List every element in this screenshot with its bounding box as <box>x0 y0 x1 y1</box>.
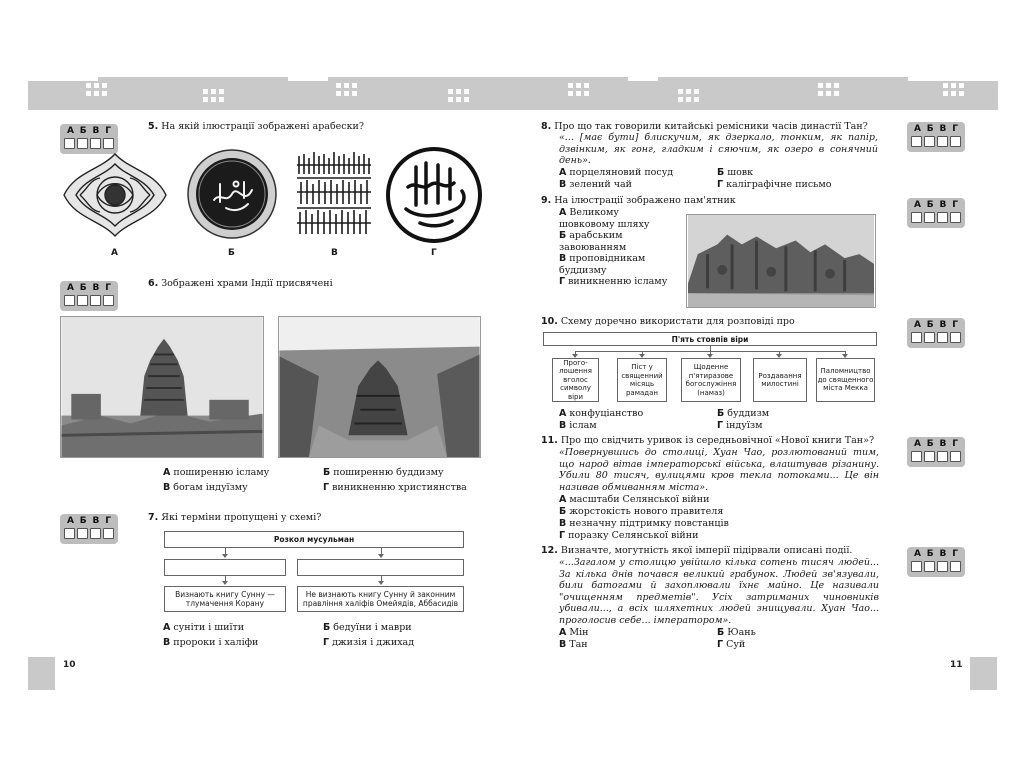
arrow-down-icon <box>378 554 384 558</box>
answer-box-q8: А Б В Г <box>907 122 965 152</box>
answer-checkbox[interactable] <box>90 295 101 306</box>
decor-dash <box>628 77 658 81</box>
q10-scheme-box-5: Паломництво до священного міста Мекка <box>816 358 875 402</box>
q6-option-g[interactable]: Г виникненню християнства <box>323 482 467 493</box>
question-8: 8. Про що так говорили китайські ремісники часів династії Тан? <box>541 121 868 132</box>
q11-quote: «Повернувшись до столиці, Хуан Чао, розлютований тим, що народ вітав імператорські війська, влаштував різанину. Убили 80 тисяч, вулицями кров текла потоками... Це він називав обмиванням міста». <box>559 447 879 493</box>
question-10: 10. Схему доречно використати для розповіді про <box>541 316 795 327</box>
answer-checkbox[interactable] <box>77 295 88 306</box>
arrow-down-icon <box>222 554 228 558</box>
q10-option-a[interactable]: А конфуціанство <box>559 408 644 419</box>
q12-option-g[interactable]: Г Суй <box>717 639 746 650</box>
q7-option-b[interactable]: Б бедуїни і маври <box>323 622 412 633</box>
q7-scheme-left-bottom: Визнають книгу Сунну — тлумачення Корану <box>164 586 286 612</box>
decor-dots <box>818 83 839 96</box>
answer-checkbox[interactable] <box>937 451 948 462</box>
answer-box-q11: А Б В Г <box>907 437 965 467</box>
page-number-right: 11 <box>950 660 963 670</box>
decor-dots <box>678 89 699 102</box>
q12-option-a[interactable]: А Мін <box>559 627 589 638</box>
answer-checkbox[interactable] <box>103 528 114 539</box>
q10-option-g[interactable]: Г індуїзм <box>717 420 763 431</box>
q5-caption-v: В <box>331 248 338 258</box>
decor-dots <box>568 83 589 96</box>
question-7: 7. Які терміни пропущені у схемі? <box>148 512 322 523</box>
answer-checkbox[interactable] <box>937 561 948 572</box>
q5-caption-b: Б <box>228 248 235 258</box>
q8-option-a[interactable]: А порцеляновий посуд <box>559 167 674 178</box>
q7-option-v[interactable]: В пророки і халіфи <box>163 637 259 648</box>
arabesque-ornament-image <box>60 150 170 240</box>
answer-box-q6: А Б В Г <box>60 281 118 311</box>
q7-option-a[interactable]: А суніти і шиїти <box>163 622 245 633</box>
q11-option-b[interactable]: Б жорстокість нового правителя <box>559 506 724 517</box>
question-9: 9. На ілюстрації зображено пам'ятник <box>541 195 736 206</box>
decor-dots <box>448 89 469 102</box>
page-corner-right <box>970 657 997 690</box>
answer-checkbox[interactable] <box>911 136 922 147</box>
answer-checkbox[interactable] <box>924 561 935 572</box>
q8-option-b[interactable]: Б шовк <box>717 167 754 178</box>
q5-caption-a: А <box>111 248 118 258</box>
q12-option-b[interactable]: Б Юань <box>717 627 756 638</box>
q7-option-g[interactable]: Г джизія і джихад <box>323 637 415 648</box>
answer-checkbox[interactable] <box>103 138 114 149</box>
decor-dots <box>943 83 964 96</box>
answer-checkbox[interactable] <box>64 528 75 539</box>
q9-option-b[interactable]: Б арабським завоюванням <box>559 230 627 253</box>
answer-box-q7: А Б В Г <box>60 514 118 544</box>
q6-option-b[interactable]: Б поширенню буддизму <box>323 467 444 478</box>
arrow-down-icon <box>378 581 384 585</box>
q7-scheme-blank-left <box>164 559 286 576</box>
answer-box-q9: А Б В Г <box>907 198 965 228</box>
answer-checkbox[interactable] <box>950 451 961 462</box>
answer-checkbox[interactable] <box>911 332 922 343</box>
q6-option-a[interactable]: А поширенню ісламу <box>163 467 270 478</box>
q10-scheme-box-1: Прого- лошення вголос символу віри <box>552 358 599 402</box>
q8-option-g[interactable]: Г каліграфічне письмо <box>717 179 832 190</box>
q9-option-a[interactable]: А Великому шовковому шляху <box>559 207 650 230</box>
answer-box-q12: А Б В Г <box>907 547 965 577</box>
answer-checkbox[interactable] <box>950 332 961 343</box>
q7-scheme-blank-right <box>297 559 464 576</box>
answer-checkbox[interactable] <box>103 295 114 306</box>
question-6: 6. Зображені храми Індії присвячені <box>148 278 333 289</box>
question-11: 11. Про що свідчить уривок із середньовічної «Нової книги Тан»? <box>541 435 875 446</box>
arrow-down-icon <box>222 581 228 585</box>
answer-checkbox[interactable] <box>937 332 948 343</box>
q9-option-g[interactable]: Г виникненню ісламу <box>559 276 668 287</box>
header-banner <box>28 77 998 110</box>
q10-option-b[interactable]: Б буддизм <box>717 408 770 419</box>
indian-temple-photo-2 <box>278 316 481 458</box>
question-5: 5. На якій ілюстрації зображені арабески? <box>148 121 364 132</box>
answer-checkbox[interactable] <box>77 528 88 539</box>
answer-checkbox[interactable] <box>924 332 935 343</box>
q6-option-v[interactable]: В богам індуїзму <box>163 482 248 493</box>
answer-checkbox[interactable] <box>950 136 961 147</box>
buddhist-monument-photo <box>686 214 876 308</box>
decor-dash <box>28 77 98 81</box>
arabic-calligraphy-circle-image <box>386 147 482 243</box>
decor-dots <box>336 83 357 96</box>
q11-option-a[interactable]: А масштаби Селянської війни <box>559 494 710 505</box>
q10-scheme-box-2: Піст у священний місяць рамадан <box>617 358 667 402</box>
q11-option-g[interactable]: Г поразку Селянської війни <box>559 530 699 541</box>
q7-scheme-right-bottom: Не визнають книгу Сунну й законним правління халіфів Омейядів, Аббасидів <box>297 586 464 612</box>
answer-checkbox[interactable] <box>924 136 935 147</box>
page-corner-left <box>28 657 55 690</box>
indian-temple-photo-1 <box>60 316 264 458</box>
decor-dots <box>203 89 224 102</box>
q12-quote: «...Загалом у столицю увійшло кілька сотень тисяч людей... За кілька днів почався великий грабунок. Людей зв'язували, били батогами й захоплювали їхнє майно. Це називали "очищенням предметів". Усіх затриманих чиновників убивали..., а всіх шляхетних людей знищували. Хуан Чао... проголосив себе... імператором». <box>559 557 879 626</box>
answer-checkbox[interactable] <box>911 451 922 462</box>
page-number-left: 10 <box>63 660 76 670</box>
answer-box-q10: А Б В Г <box>907 318 965 348</box>
calligraphy-medallion-image <box>186 148 278 240</box>
decor-dots <box>86 83 107 96</box>
decor-dash <box>288 77 328 81</box>
q7-scheme-top: Розкол мусульман <box>164 531 464 548</box>
q8-option-v[interactable]: В зелений чай <box>559 179 633 190</box>
answer-checkbox[interactable] <box>911 561 922 572</box>
answer-checkbox[interactable] <box>77 138 88 149</box>
answer-checkbox[interactable] <box>90 528 101 539</box>
q9-option-v[interactable]: В проповідникам буддизму <box>559 253 646 276</box>
answer-box-q5: А Б В Г <box>60 124 118 154</box>
question-12: 12. Визначте, могутність якої імперії підірвали описані події. <box>541 545 853 556</box>
q8-quote: «... [має бути] блискучим, як дзеркало, тонким, як папір, дзвінким, як гонг, гладким і сяючим, як озеро в сонячний день». <box>559 132 878 166</box>
answer-checkbox[interactable] <box>911 212 922 223</box>
answer-checkbox[interactable] <box>90 138 101 149</box>
answer-checkbox[interactable] <box>950 561 961 572</box>
answer-checkbox[interactable] <box>924 451 935 462</box>
answer-checkbox[interactable] <box>937 212 948 223</box>
q5-caption-g: Г <box>431 248 437 258</box>
q10-scheme-box-4: Роздавання милостині <box>753 358 807 402</box>
old-script-text-image <box>295 148 375 240</box>
q12-option-v[interactable]: В Тан <box>559 639 588 650</box>
answer-checkbox[interactable] <box>64 295 75 306</box>
q10-option-v[interactable]: В іслам <box>559 420 597 431</box>
q11-option-v[interactable]: В незначну підтримку повстанців <box>559 518 729 529</box>
answer-checkbox[interactable] <box>64 138 75 149</box>
answer-checkbox[interactable] <box>924 212 935 223</box>
decor-dash <box>908 77 998 81</box>
q10-scheme-box-3: Щоденне п'ятиразове богослужіння (намаз) <box>681 358 741 402</box>
answer-checkbox[interactable] <box>937 136 948 147</box>
q10-scheme-top: П'ять стовпів віри <box>543 332 877 346</box>
answer-checkbox[interactable] <box>950 212 961 223</box>
